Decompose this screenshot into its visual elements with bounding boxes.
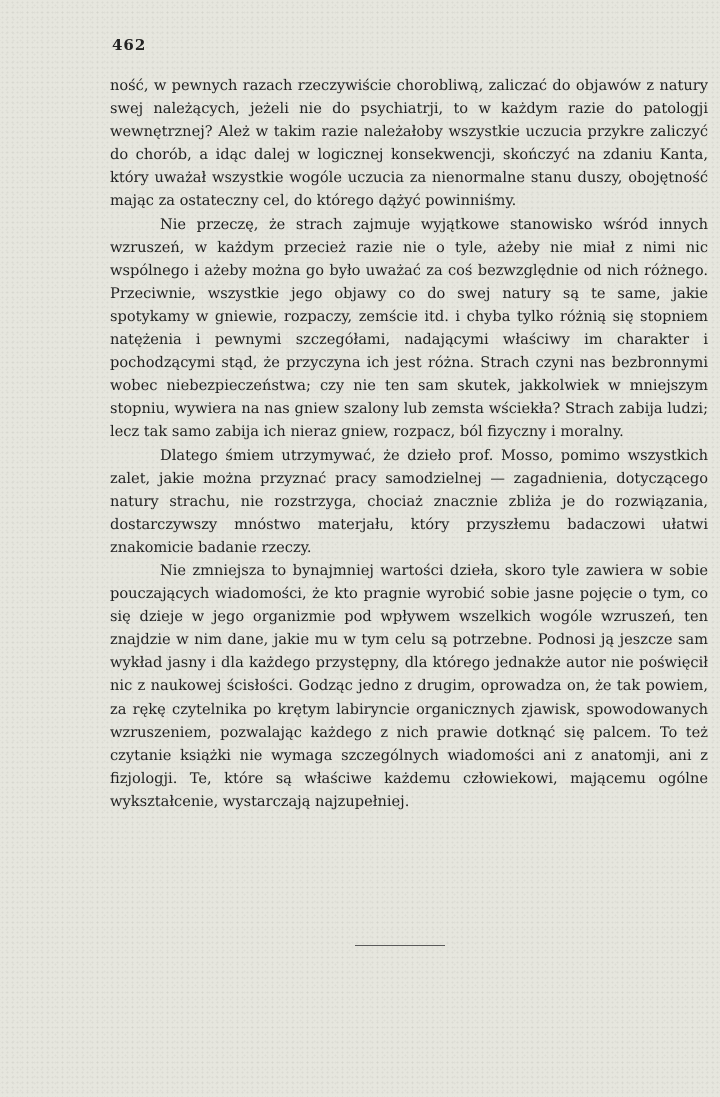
page-text (110, 74, 708, 813)
closing-rule (355, 945, 445, 946)
paragraph-1: ność, w pewnych razach rzeczywiście chorobliwą, zaliczać do objawów z natury swej należących, jeżeli nie do psychiatrji, to w każdym razie do patologji wewnętrznej? Ależ w takim razie należałoby wszystkie uczucia przykre zaliczyć do chorób, a idąc dalej w logicznej konsekwencji, skończyć na zdaniu Kanta, który uważał wszystkie wogóle uczucia za nienormalne stanu duszy, obojętność mając za ostateczny cel, do którego dążyć powinniśmy. (110, 77, 708, 210)
paragraph-2: Nie przeczę, że strach zajmuje wyjątkowe stanowisko wśród innych wzruszeń, w każdym przecież razie nie o tyle, ażeby nie miał z nimi nic wspólnego i ażeby można go było uważać za coś bezwzględnie od nich różnego. Przeciwnie, wszystkie jego objawy co do swej natury są te same, jakie spotykamy w gniewie, rozpaczy, zemście itd. i chyba tylko różnią się stopniem natężenia i pewnymi szczegółami, nadającymi właściwy im charakter i pochodzącymi stąd, że przyczyna ich jest różna. Strach czyni nas bezbronnymi wobec niebezpieczeństwa; czy nie ten sam skutek, jakkolwiek w mniejszym stopniu, wywiera na nas gniew szalony lub zemsta wściekła? Strach zabija ludzi; lecz tak samo zabija ich nieraz gniew, rozpacz, ból fizyczny i moralny. (110, 215, 708, 441)
page-number: 462 (112, 36, 147, 54)
paragraph-3: Dlatego śmiem utrzymywać, że dzieło prof. Mosso, pomimo wszystkich zalet, jakie można przyznać pracy samodzielnej — zagadnienia, dotyczącego natury strachu, nie rozstrzyga, chociaż znacznie zbliża je do rozwiązania, dostarczywszy mnóstwo materjału, który przyszłemu badaczowi ułatwi znakomicie badanie rzeczy. (110, 446, 708, 556)
paragraph-4: Nie zmniejsza to bynajmniej wartości dzieła, skoro tyle zawiera w sobie pouczających wiadomości, że kto pragnie wyrobić sobie jasne pojęcie o tym, co się dzieje w jego organizmie pod wpływem wszelkich wogóle wzruszeń, ten znajdzie w nim dane, jakie mu w tym celu są potrzebne. Podnosi ją jeszcze sam wykład jasny i dla każdego przystępny, dla którego jednakże autor nie poświęcił nic z naukowej ścisłości. Godząc jedno z drugim, oprowadza on, że tak powiem, za rękę czytelnika po krętym labiryncie organicznych zjawisk, spowodowanych wzruszeniem, pozwalając każdego z nich prawie dotknąć się palcem. To też czytanie książki nie wymaga szczególnych wiadomości ani z anatomji, ani z fizjologji. Te, które są właściwe każdemu człowiekowi, mającemu ogólne wykształcenie, wystarczają najzupełniej. (110, 561, 708, 810)
